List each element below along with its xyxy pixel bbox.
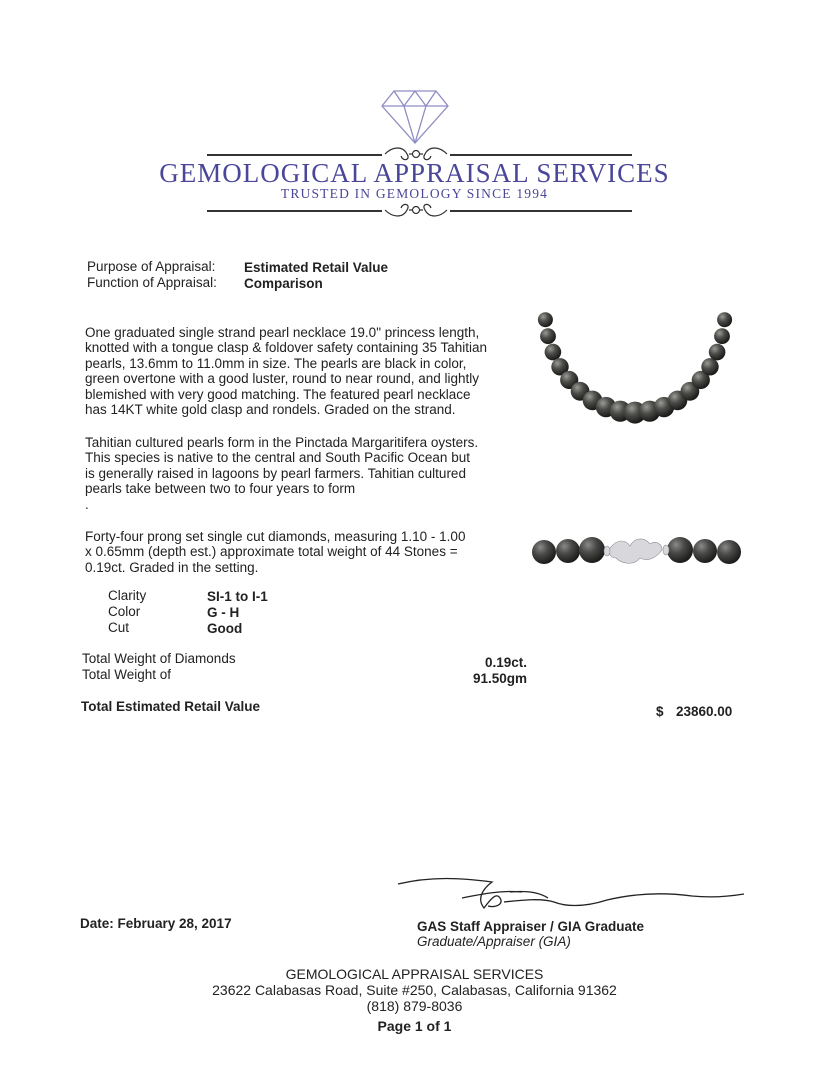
header-rule-top-left bbox=[207, 154, 382, 156]
pearl bbox=[709, 344, 726, 361]
diamonds-paragraph bbox=[85, 529, 505, 575]
cut-label: Cut bbox=[108, 620, 130, 635]
header-rule-bottom-right bbox=[450, 210, 632, 212]
header-rule-top-right bbox=[450, 154, 632, 156]
function-value: Comparison bbox=[244, 276, 323, 291]
cut-value: Good bbox=[207, 621, 243, 636]
currency-symbol: $ bbox=[656, 704, 664, 719]
retail-value-label: Total Estimated Retail Value bbox=[81, 699, 261, 714]
description-line: has 14KT white gold clasp and rondels. Graded on the strand. bbox=[85, 402, 456, 418]
pearl bbox=[538, 312, 553, 327]
diamonds-line: x 0.65mm (depth est.) approximate total weight of 44 Stones = bbox=[85, 544, 458, 560]
appraisal-date: Date: February 28, 2017 bbox=[80, 916, 232, 931]
pearl bbox=[714, 328, 730, 344]
purpose-value: Estimated Retail Value bbox=[244, 260, 389, 275]
appraiser-title: GAS Staff Appraiser / GIA Graduate bbox=[417, 919, 645, 934]
diamonds-line: 0.19ct. Graded in the setting. bbox=[85, 559, 259, 575]
footer-address: 23622 Calabasas Road, Suite #250, Calabasas, California 91362 bbox=[212, 982, 617, 998]
description-paragraph bbox=[85, 325, 505, 417]
total-weight-value: 91.50gm bbox=[473, 671, 528, 686]
function-label: Function of Appraisal: bbox=[87, 275, 217, 290]
appraiser-signature-icon bbox=[392, 868, 752, 918]
diamond-logo-icon bbox=[380, 88, 450, 146]
pearl-clasp-closeup-image bbox=[530, 528, 745, 578]
total-weight-label: Total Weight of bbox=[82, 667, 172, 682]
tahitian-line: . bbox=[85, 496, 89, 512]
footer-phone: (818) 879-8036 bbox=[366, 998, 463, 1014]
pearl bbox=[540, 328, 556, 344]
footer-company: GEMOLOGICAL APPRAISAL SERVICES bbox=[285, 966, 544, 982]
description-line: knotted with a tongue clasp & foldover safety containing 35 Tahitian bbox=[85, 340, 488, 356]
company-tagline: TRUSTED IN GEMOLOGY SINCE 1994 bbox=[280, 186, 549, 201]
tahitian-line: is generally raised in lagoons by pearl farmers. Tahitian cultured bbox=[85, 465, 466, 481]
diamond-weight-label: Total Weight of Diamonds bbox=[82, 651, 236, 666]
description-line: green overtone with a good luster, round to near round, and lightly bbox=[85, 371, 480, 387]
description-line: blemished with very good matching. The featured pearl necklace bbox=[85, 386, 471, 402]
appraiser-subtitle: Graduate/Appraiser (GIA) bbox=[417, 934, 571, 949]
retail-value: 23860.00 bbox=[676, 704, 733, 719]
tahitian-line: pearls take between two to four years to form bbox=[85, 481, 356, 497]
diamond-weight-value: 0.19ct. bbox=[485, 655, 528, 670]
pearl-necklace-image bbox=[525, 280, 745, 455]
purpose-label: Purpose of Appraisal: bbox=[87, 259, 216, 274]
flourish-bottom-icon bbox=[383, 200, 449, 220]
clarity-label: Clarity bbox=[108, 588, 147, 603]
diamonds-line: Forty-four prong set single cut diamonds, measuring 1.10 - 1.00 bbox=[85, 529, 466, 544]
color-label: Color bbox=[108, 604, 141, 619]
header-rule-bottom-left bbox=[207, 210, 382, 212]
pearl bbox=[717, 312, 732, 327]
color-value: G - H bbox=[207, 605, 240, 620]
pearl bbox=[545, 344, 562, 361]
description-line: pearls, 13.6mm to 11.0mm in size. The pearls are black in color, bbox=[85, 355, 467, 371]
company-name: GEMOLOGICAL APPRAISAL SERVICES bbox=[159, 158, 670, 188]
footer-page-number: Page 1 of 1 bbox=[377, 1018, 452, 1034]
tahitian-line: Tahitian cultured pearls form in the Pinctada Margaritifera oysters. bbox=[85, 435, 479, 450]
tahitian-paragraph bbox=[85, 435, 505, 512]
clarity-value: SI-1 to I-1 bbox=[207, 589, 268, 604]
tahitian-line: This species is native to the central and South Pacific Ocean but bbox=[85, 450, 470, 466]
description-line: One graduated single strand pearl necklace 19.0" princess length, bbox=[85, 325, 480, 340]
pearl bbox=[701, 358, 718, 375]
